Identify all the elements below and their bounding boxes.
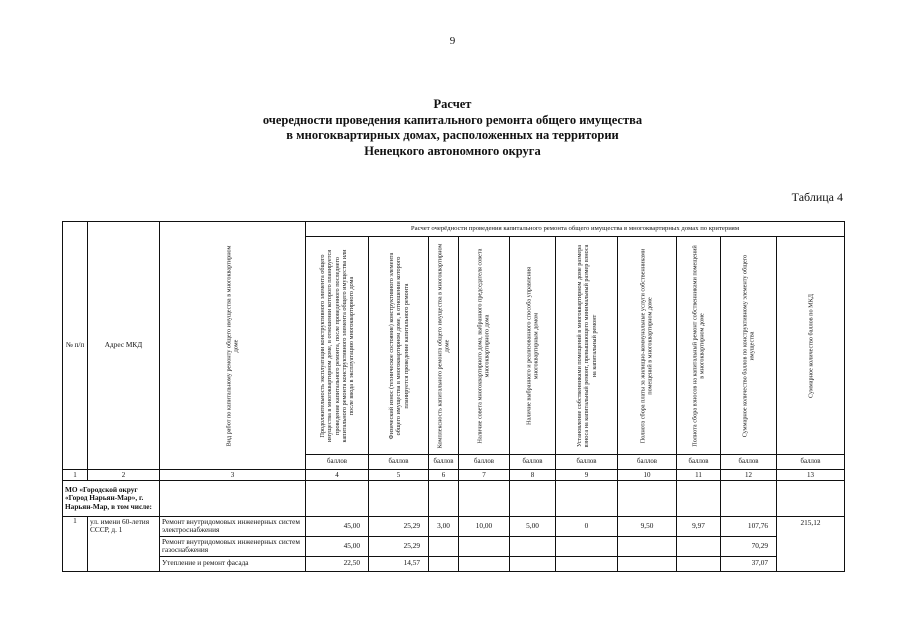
value-cell [429, 536, 459, 556]
column-number: 3 [160, 470, 306, 481]
column-number: 5 [369, 470, 429, 481]
header-criterion [556, 237, 618, 455]
page-number: 9 [449, 35, 456, 47]
value-cell: 45,00 [306, 517, 369, 537]
value-cell: 5,00 [510, 517, 556, 537]
row-number: 1 [63, 517, 88, 572]
header-unit: баллов [618, 455, 677, 470]
value-cell: 3,00 [429, 517, 459, 537]
value-cell [510, 556, 556, 571]
work-name: Ремонт внутридомовых инженерных систем электроснабжения [160, 517, 306, 537]
value-cell: 22,50 [306, 556, 369, 571]
column-number: 10 [618, 470, 677, 481]
value-cell: 9,50 [618, 517, 677, 537]
value-cell: 10,00 [459, 517, 510, 537]
value-cell: 107,76 [721, 517, 777, 537]
value-cell [556, 556, 618, 571]
column-number: 1 [63, 470, 88, 481]
table-cell [510, 481, 556, 517]
column-number: 6 [429, 470, 459, 481]
header-criterion-text: Физический износ (техническое состояние) конструктивного элемента общего имущества в многоквартирном доме, в отношении которого планируется проведение капитального ремонта [387, 252, 410, 439]
value-cell [677, 536, 721, 556]
header-criterion-text: Наличие совета многоквартирного дома, выбранного председателя совета многоквартирного дома [476, 248, 491, 443]
header-criterion [459, 237, 510, 455]
header-unit: баллов [369, 455, 429, 470]
header-criterion-text: Установление собственниками помещений в многоквартирном доме размера взноса на капитальный ремонт, превышающего минимальный размер взноса на капитальный ремонт [575, 244, 598, 447]
value-cell: 25,29 [369, 536, 429, 556]
table-cell [306, 481, 369, 517]
value-cell: 45,00 [306, 536, 369, 556]
header-criterion-text: Наличие выбранного и реализованного способа управления многоквартирным домом [525, 266, 540, 425]
value-cell: 37,07 [721, 556, 777, 571]
table-cell [459, 481, 510, 517]
value-cell [618, 536, 677, 556]
column-number: 8 [510, 470, 556, 481]
header-criterion [618, 237, 677, 455]
header-unit: баллов [721, 455, 777, 470]
table-cell [429, 481, 459, 517]
value-cell: 70,29 [721, 536, 777, 556]
header-criterion-text: Суммарное количество баллов по конструктивному элементу общего имущества [741, 254, 756, 437]
value-cell: 14,57 [369, 556, 429, 571]
column-number: 13 [777, 470, 845, 481]
value-cell [510, 536, 556, 556]
header-address: Адрес МКД [88, 222, 160, 470]
table-row [63, 517, 845, 537]
header-unit: баллов [677, 455, 721, 470]
table-caption: Таблица 4 [791, 190, 843, 204]
value-cell [556, 536, 618, 556]
value-cell [429, 556, 459, 571]
header-criterion-text: Продолжительность эксплуатации конструктивного элемента общего имущества в многоквартирном доме, в отношении которого планируется проведение капитального ремонта, после проведенного последнего капитального ремонта конструктивного элемента общего имущества или после ввода в эксплуатацию многоквартирного дома [318, 249, 355, 442]
document-title [0, 97, 905, 159]
header-criterion [369, 237, 429, 455]
header-unit: баллов [556, 455, 618, 470]
header-criterion-text: Полнота сбора взносов на капитальный ремонт собственниками помещений в многоквартирном доме [691, 244, 706, 447]
table-cell [618, 481, 677, 517]
value-cell [459, 536, 510, 556]
table-cell [556, 481, 618, 517]
column-number: 7 [459, 470, 510, 481]
value-cell: 9,97 [677, 517, 721, 537]
priority-table [62, 221, 845, 572]
header-unit: баллов [429, 455, 459, 470]
column-number: 11 [677, 470, 721, 481]
header-work-type [160, 222, 306, 470]
header-criterion [721, 237, 777, 455]
municipality-row [63, 481, 845, 517]
column-number: 12 [721, 470, 777, 481]
header-criterion-text: Полнота сбора платы за жилищно-коммунальные услуги собственниками помещений в многоквартирном доме [639, 248, 654, 443]
column-number: 4 [306, 470, 369, 481]
value-cell [618, 556, 677, 571]
column-number: 9 [556, 470, 618, 481]
value-cell: 0 [556, 517, 618, 537]
header-criterion [510, 237, 556, 455]
title-line: Расчет [433, 97, 472, 111]
value-cell: 25,29 [369, 517, 429, 537]
value-cell [677, 556, 721, 571]
header-criterion [429, 237, 459, 455]
table-row [63, 536, 845, 556]
table-cell [721, 481, 777, 517]
table-cell [677, 481, 721, 517]
table-row [63, 556, 845, 571]
title-line: в многоквартирных домах, расположенных на территории [286, 128, 619, 142]
header-criterion [777, 237, 845, 455]
work-name: Утепление и ремонт фасада [160, 556, 306, 571]
column-number: 2 [88, 470, 160, 481]
house-total: 215,12 [777, 517, 845, 572]
table-cell [369, 481, 429, 517]
work-name: Ремонт внутридомовых инженерных систем газоснабжения [160, 536, 306, 556]
header-unit: баллов [306, 455, 369, 470]
value-cell [459, 556, 510, 571]
title-line: Ненецкого автономного округа [364, 143, 541, 158]
header-criterion [677, 237, 721, 455]
header-criteria-group: Расчет очерёдности проведения капитального ремонта общего имущества в многоквартирных домах по критериям [306, 222, 845, 237]
header-num: № п/п [63, 222, 88, 470]
title-line: очередности проведения капитального ремонта общего имущества [262, 112, 643, 127]
header-criterion [306, 237, 369, 455]
header-criterion-text: Суммарное количество баллов по МКД [806, 293, 814, 398]
house-address: ул. имени 60-летия СССР, д. 1 [88, 517, 160, 572]
table-cell [777, 481, 845, 517]
municipality-name: МО «Городской округ «Город Нарьян-Мар», г. Нарьян-Мар, в том числе: [63, 481, 160, 517]
table-cell [160, 481, 306, 517]
header-unit: баллов [459, 455, 510, 470]
header-work-type-text: Вид работ по капитальному ремонту общего имущества в многоквартирном доме [225, 245, 240, 446]
header-criterion-text: Комплексность капитального ремонта общего имущества в многоквартирном доме [436, 243, 451, 448]
header-unit: баллов [777, 455, 845, 470]
header-unit: баллов [510, 455, 556, 470]
